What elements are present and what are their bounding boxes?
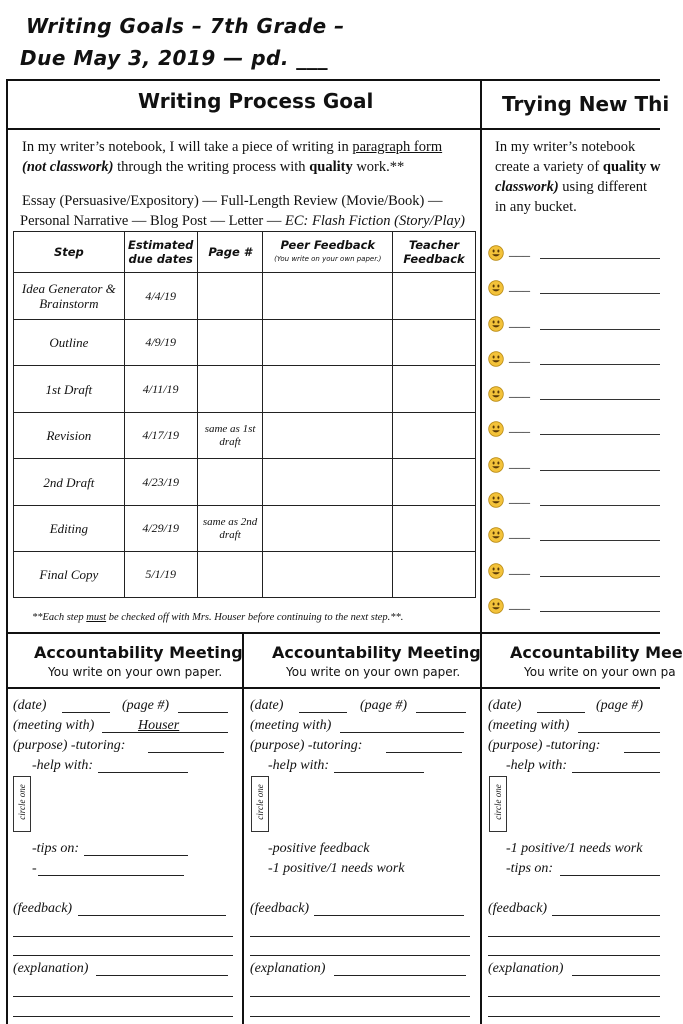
step-cell: Outline <box>14 320 125 366</box>
feedback-field[interactable] <box>552 915 660 916</box>
smiley-icon <box>488 386 504 402</box>
peer-header <box>263 232 393 273</box>
date-label: (date) <box>13 698 47 713</box>
explanation-field[interactable] <box>96 975 228 976</box>
teacher-cell[interactable] <box>393 366 476 413</box>
table-row <box>14 413 476 459</box>
explanation-line[interactable] <box>250 1016 470 1017</box>
bucket-line[interactable] <box>540 470 660 471</box>
bucket-blank[interactable]: ___ <box>509 244 530 259</box>
meetings-header-border <box>6 687 660 689</box>
page-cell[interactable] <box>197 459 263 506</box>
smiley-icon <box>488 492 504 508</box>
date-cell: 4/9/19 <box>124 320 197 366</box>
new-things-l1: In my writer’s notebook <box>495 139 636 155</box>
date-label: (date) <box>250 698 284 713</box>
footnote-b: be checked off with Mrs. Houser before continuing to the next step.**. <box>106 612 404 623</box>
peer-cell[interactable] <box>263 506 393 552</box>
table-row <box>14 273 476 320</box>
with-value: Houser <box>138 718 180 733</box>
help-label: -help with: <box>506 758 568 773</box>
new-things-quality: quality w <box>602 159 661 175</box>
bucket-line[interactable] <box>540 505 660 506</box>
option-2[interactable]: -tips on: <box>506 861 554 876</box>
page-field[interactable] <box>178 712 228 713</box>
page-title-line1: Writing Goals – 7th Grade – <box>26 14 345 38</box>
explanation-line[interactable] <box>488 996 660 997</box>
peer-cell[interactable] <box>263 366 393 413</box>
meeting-subtitle: You write on your own pa <box>524 665 676 679</box>
bucket-line[interactable] <box>540 258 660 259</box>
bucket-blank[interactable]: ___ <box>509 420 530 435</box>
smiley-icon <box>488 563 504 579</box>
date-cell: 4/23/19 <box>124 459 197 506</box>
meeting-title: Accountability Meeting <box>272 643 481 662</box>
feedback-line[interactable] <box>250 955 470 956</box>
explanation-field[interactable] <box>334 975 466 976</box>
step-header: Step <box>14 232 125 273</box>
feedback-line[interactable] <box>13 955 233 956</box>
bucket-line[interactable] <box>540 399 660 400</box>
feedback-label: (feedback) <box>250 901 310 916</box>
with-label: (meeting with) <box>250 718 332 733</box>
intro-quality: quality <box>309 159 353 175</box>
smiley-icon <box>488 421 504 437</box>
bucket-blank[interactable]: ___ <box>509 456 530 471</box>
explanation-line[interactable] <box>488 1016 660 1017</box>
page-cell[interactable] <box>197 320 263 366</box>
types-line2a: Personal Narrative — Blog Post — Letter — <box>20 213 285 229</box>
page-label: (page #) <box>596 698 644 713</box>
meeting-subtitle: You write on your own paper. <box>48 665 223 679</box>
tutoring-field[interactable] <box>624 752 660 753</box>
table-row <box>14 506 476 552</box>
teacher-cell[interactable] <box>393 552 476 598</box>
circle-one-label: circle one <box>17 784 27 820</box>
peer-cell[interactable] <box>263 552 393 598</box>
help-label: -help with: <box>32 758 94 773</box>
table-header-row <box>14 232 476 273</box>
teacher-cell[interactable] <box>393 320 476 366</box>
option-2[interactable]: -1 positive/1 needs work <box>268 861 405 876</box>
explanation-label: (explanation) <box>488 961 564 976</box>
page-cell[interactable] <box>197 273 263 320</box>
left-border <box>6 79 8 1024</box>
smiley-icon <box>488 598 504 614</box>
meeting-title: Accountability Meeting <box>34 643 243 662</box>
bucket-blank[interactable]: ___ <box>509 562 530 577</box>
peer-cell[interactable] <box>263 413 393 459</box>
process-goal-title: Writing Process Goal <box>138 89 374 113</box>
circle-one-label: circle one <box>493 784 503 820</box>
date-field[interactable] <box>537 712 585 713</box>
purpose-label: (purpose) -tutoring: <box>13 738 126 753</box>
bucket-line[interactable] <box>540 293 660 294</box>
date-cell: 4/29/19 <box>124 506 197 552</box>
smiley-icon <box>488 245 504 261</box>
date-cell: 4/17/19 <box>124 413 197 459</box>
new-things-classwork: classwork) <box>495 179 559 195</box>
smiley-icon <box>488 316 504 332</box>
tutoring-field[interactable] <box>148 752 224 753</box>
explanation-field[interactable] <box>572 975 660 976</box>
new-things-text <box>495 137 665 217</box>
tips-field[interactable] <box>84 855 188 856</box>
bucket-line[interactable] <box>540 329 660 330</box>
circle-one-label: circle one <box>255 784 265 820</box>
due-header: Estimated due dates <box>124 232 197 273</box>
teacher-header: Teacher Feedback <box>393 232 476 273</box>
help-field[interactable] <box>572 772 660 773</box>
with-field[interactable] <box>578 732 660 733</box>
teacher-cell[interactable] <box>393 273 476 320</box>
date-cell: 4/11/19 <box>124 366 197 413</box>
bucket-blank[interactable]: ___ <box>509 526 530 541</box>
bucket-blank[interactable]: ___ <box>509 315 530 330</box>
explanation-line[interactable] <box>13 1016 233 1017</box>
feedback-line[interactable] <box>250 936 470 937</box>
step-cell: 2nd Draft <box>14 459 125 506</box>
bucket-blank[interactable]: ___ <box>509 279 530 294</box>
page-title-line2: Due May 3, 2019 — pd. ___ <box>20 46 328 70</box>
peer-cell[interactable] <box>263 459 393 506</box>
feedback-line[interactable] <box>488 936 660 937</box>
smiley-icon <box>488 351 504 367</box>
page-label: (page #) <box>360 698 408 713</box>
with-label: (meeting with) <box>488 718 570 733</box>
process-steps-table <box>13 231 476 598</box>
intro-text-c: through the writing process with <box>113 159 310 175</box>
table-row <box>14 459 476 506</box>
intro-paragraph-form: paragraph form <box>352 139 443 155</box>
page-field[interactable] <box>416 712 466 713</box>
explanation-line[interactable] <box>13 996 233 997</box>
feedback-label: (feedback) <box>488 901 548 916</box>
meetings-top-border <box>6 632 660 634</box>
bucket-blank[interactable]: ___ <box>509 385 530 400</box>
step-cell: Final Copy <box>14 552 125 598</box>
bucket-line[interactable] <box>540 540 660 541</box>
with-field[interactable] <box>340 732 464 733</box>
smiley-icon <box>488 457 504 473</box>
table-row <box>14 320 476 366</box>
option-2-field[interactable] <box>38 875 184 876</box>
new-things-title: Trying New Thi <box>502 92 670 116</box>
meeting-title: Accountability Mee <box>510 643 683 662</box>
new-things-l2a: create a variety of <box>495 159 603 175</box>
footnote-a: **Each step <box>32 612 87 623</box>
page-cell[interactable]: same as 2nd draft <box>197 506 263 552</box>
types-extra-credit: EC: Flash Fiction (Story/Play) <box>284 213 465 229</box>
step-cell: 1st Draft <box>14 366 125 413</box>
writing-types <box>22 191 478 231</box>
table-row <box>14 552 476 598</box>
option-1[interactable]: -positive feedback <box>268 841 370 856</box>
bucket-blank[interactable]: ___ <box>509 597 530 612</box>
step-cell: Revision <box>14 413 125 459</box>
title-row-border <box>6 128 660 130</box>
bucket-line[interactable] <box>540 611 660 612</box>
section-divider <box>480 79 482 634</box>
new-things-l3b: using different <box>558 179 647 195</box>
purpose-label: (purpose) -tutoring: <box>488 738 601 753</box>
peer-cell[interactable] <box>263 273 393 320</box>
help-field[interactable] <box>334 772 424 773</box>
intro-text-a: In my writer’s notebook, I will take a piece of writing in <box>22 139 353 155</box>
date-field[interactable] <box>299 712 347 713</box>
feedback-label: (feedback) <box>13 901 73 916</box>
bucket-line[interactable] <box>540 364 660 365</box>
circle-one-box[interactable] <box>251 776 269 832</box>
feedback-field[interactable] <box>78 915 226 916</box>
date-cell: 5/1/19 <box>124 552 197 598</box>
explanation-label: (explanation) <box>13 961 89 976</box>
page-cell[interactable] <box>197 366 263 413</box>
smiley-icon <box>488 527 504 543</box>
process-goal-intro <box>22 137 478 177</box>
bucket-line[interactable] <box>540 576 660 577</box>
step-cell: Editing <box>14 506 125 552</box>
with-label: (meeting with) <box>13 718 95 733</box>
smiley-icon <box>488 280 504 296</box>
meeting-divider-2 <box>480 632 482 1024</box>
circle-one-box[interactable] <box>489 776 507 832</box>
footnote <box>32 612 403 623</box>
bucket-blank[interactable]: ___ <box>509 350 530 365</box>
circle-one-box[interactable] <box>13 776 31 832</box>
intro-not-classwork: (not classwork) <box>22 159 114 175</box>
teacher-cell[interactable] <box>393 413 476 459</box>
teacher-cell[interactable] <box>393 506 476 552</box>
teacher-cell[interactable] <box>393 459 476 506</box>
peer-header-label: Peer Feedback <box>280 238 376 252</box>
new-things-l4: in any bucket. <box>495 199 577 215</box>
option-1[interactable]: -1 positive/1 needs work <box>506 841 643 856</box>
help-field[interactable] <box>98 772 188 773</box>
explanation-line[interactable] <box>250 996 470 997</box>
date-label: (date) <box>488 698 522 713</box>
top-border <box>6 79 660 81</box>
date-cell: 4/4/19 <box>124 273 197 320</box>
meeting-subtitle: You write on your own paper. <box>286 665 461 679</box>
step-cell: Idea Generator & Brainstorm <box>14 273 125 320</box>
page-cell[interactable]: same as 1st draft <box>197 413 263 459</box>
page-label: (page #) <box>122 698 170 713</box>
option-1[interactable]: -tips on: <box>32 841 80 856</box>
date-field[interactable] <box>62 712 110 713</box>
peer-cell[interactable] <box>263 320 393 366</box>
bucket-line[interactable] <box>540 434 660 435</box>
option-2[interactable]: - <box>32 861 37 876</box>
intro-text-e: work.** <box>352 159 405 175</box>
types-line1: Essay (Persuasive/Expository) — Full-Length Review (Movie/Book) — <box>22 193 443 209</box>
feedback-line[interactable] <box>488 955 660 956</box>
purpose-label: (purpose) -tutoring: <box>250 738 363 753</box>
help-label: -help with: <box>268 758 330 773</box>
table-row <box>14 366 476 413</box>
footnote-must: must <box>86 612 107 623</box>
tutoring-field[interactable] <box>386 752 462 753</box>
peer-header-note: (You write on your own paper.) <box>274 255 382 263</box>
page-header: Page # <box>197 232 263 273</box>
meeting-divider-1 <box>242 632 244 1024</box>
tips-field[interactable] <box>560 875 660 876</box>
page-cell[interactable] <box>197 552 263 598</box>
bucket-blank[interactable]: ___ <box>509 491 530 506</box>
explanation-label: (explanation) <box>250 961 326 976</box>
feedback-line[interactable] <box>13 936 233 937</box>
feedback-field[interactable] <box>314 915 464 916</box>
